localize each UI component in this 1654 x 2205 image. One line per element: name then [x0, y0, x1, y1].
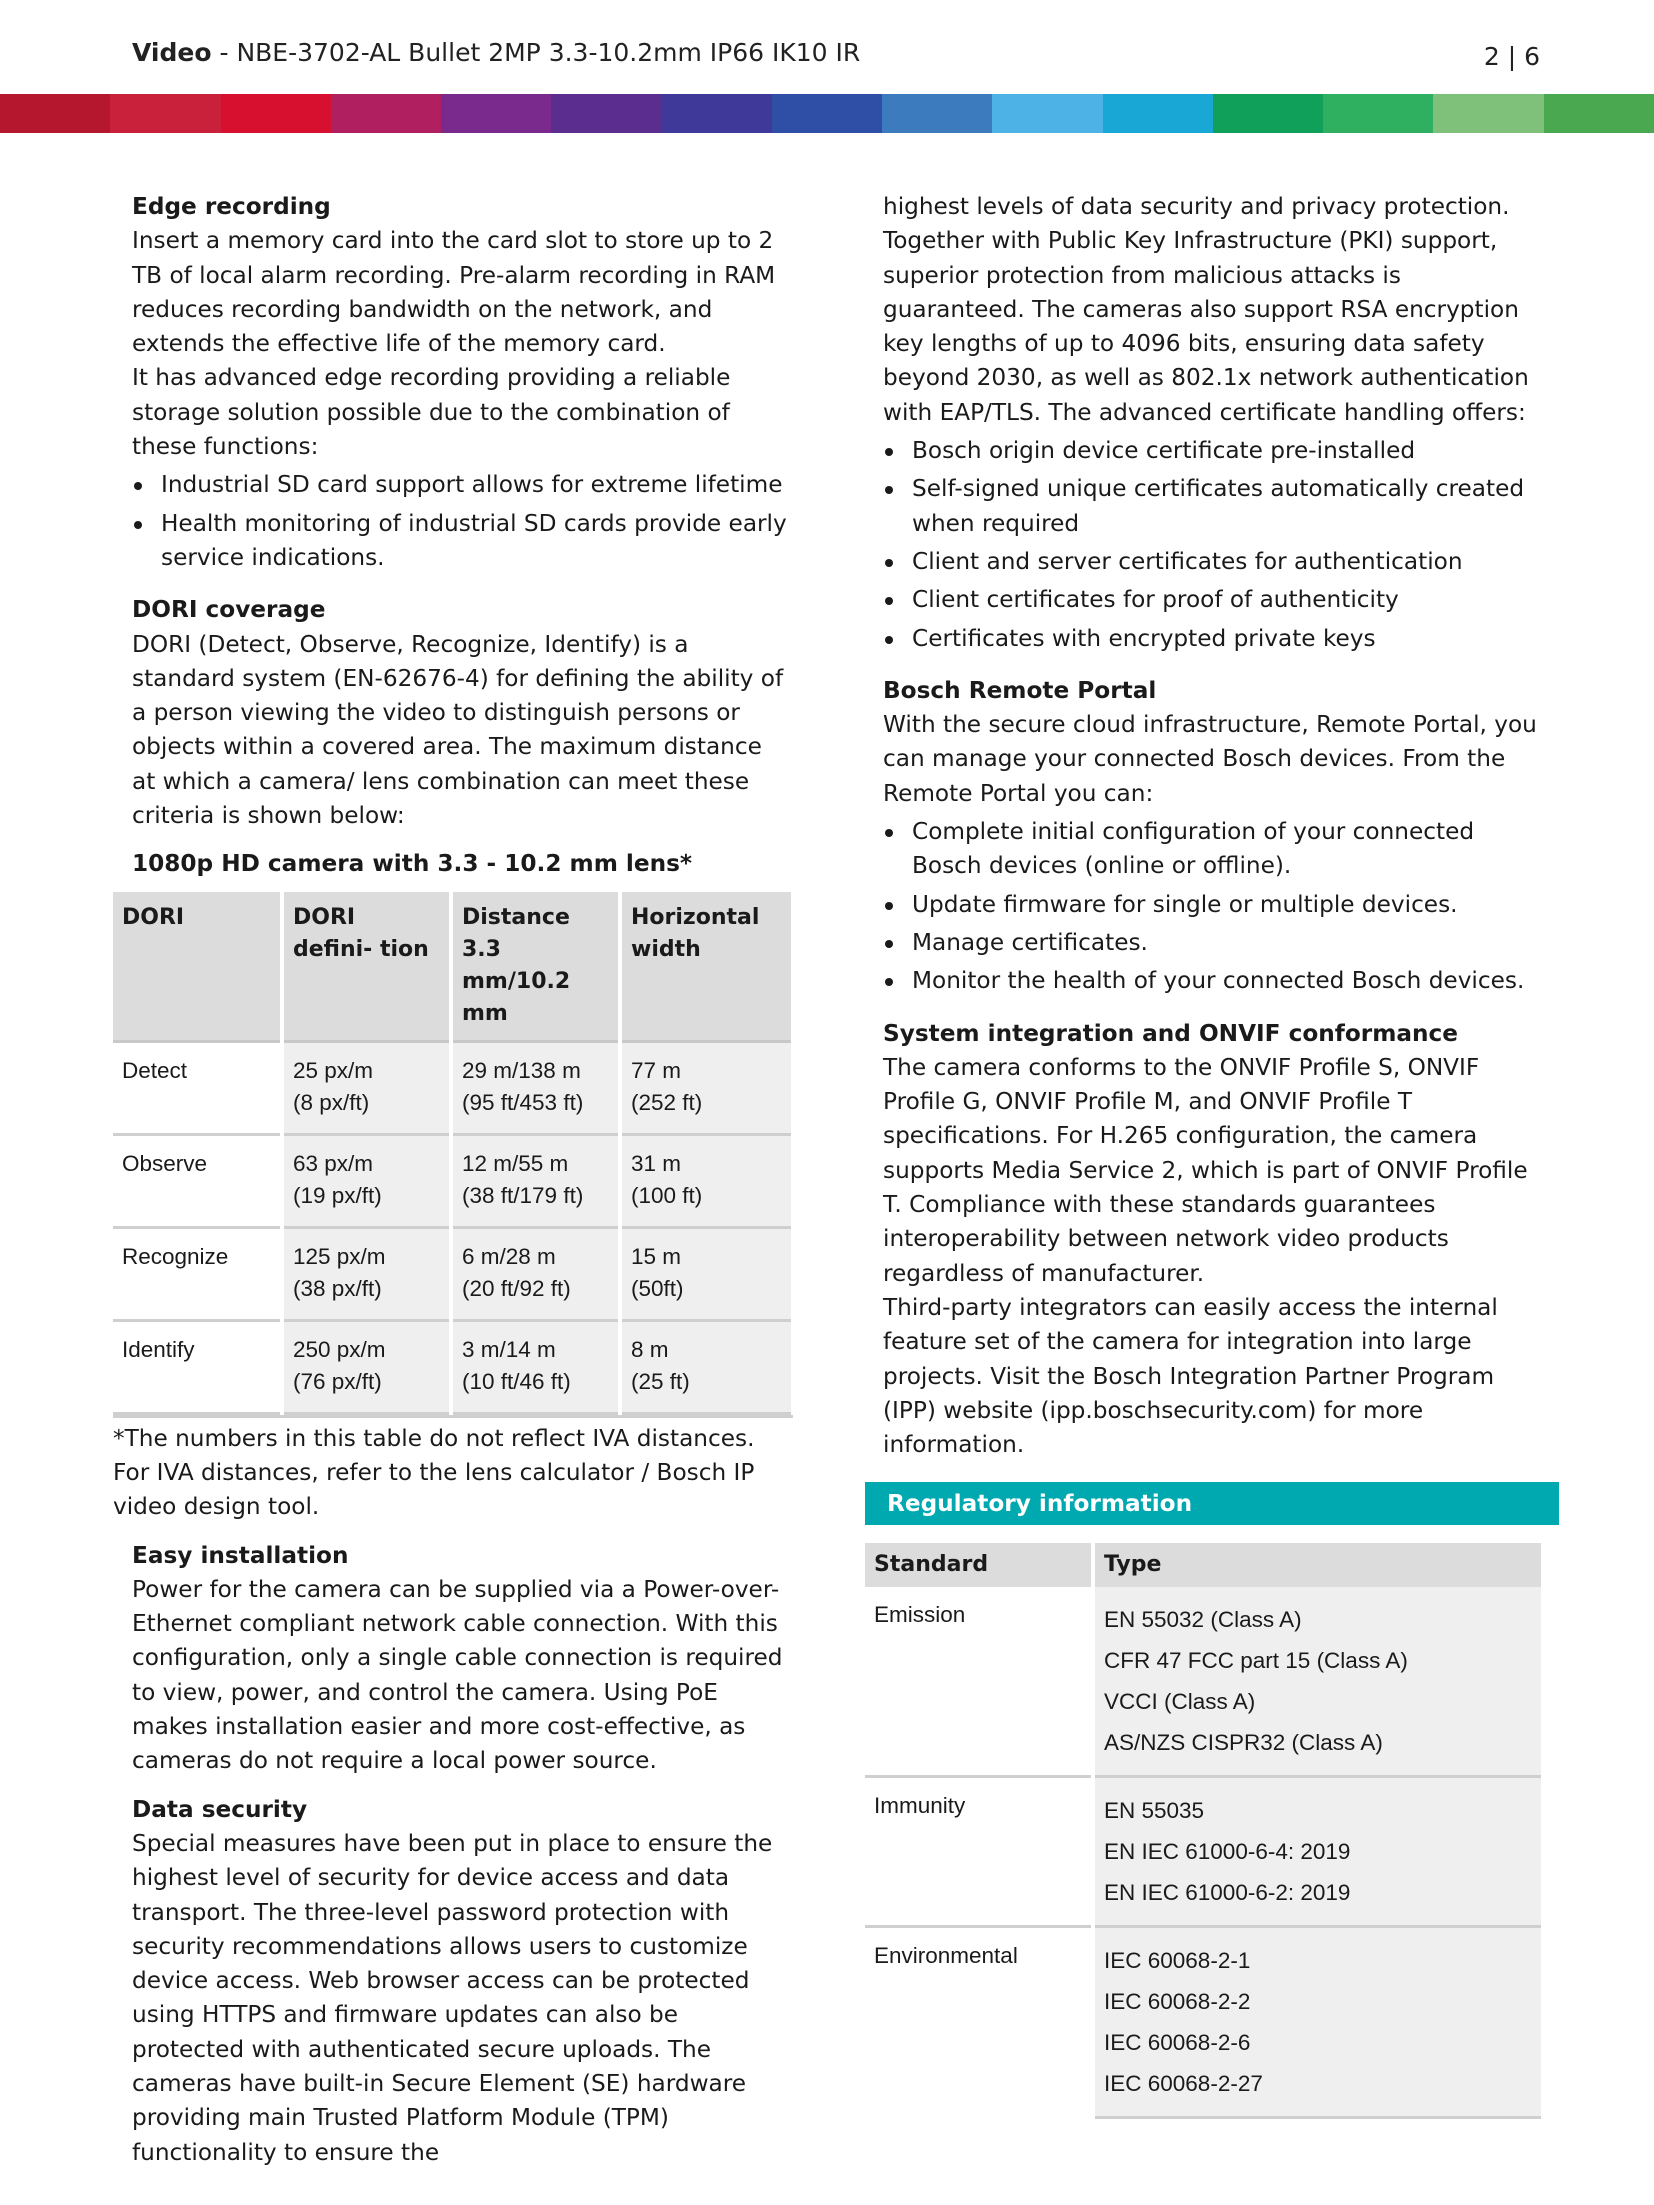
cell-line: (8 px/ft) — [293, 1089, 370, 1115]
left-column — [113, 190, 792, 2170]
section-heading-remote-portal: Bosch Remote Portal — [883, 676, 1157, 704]
list-item: Monitor the health of your connected Bosch devices. — [883, 964, 1543, 998]
paragraph: Power for the camera can be supplied via a Power-over-Ethernet compliant network cable connection. With this configuration, only a single cable connection is required to view, power, and control the camera. Using PoE makes installation easier and more cost-effective, as cameras do not require a local power source. — [132, 1575, 783, 1775]
cell-line: (20 ft/92 ft) — [462, 1275, 571, 1301]
right-column — [874, 190, 1543, 2119]
paragraph: It has advanced edge recording providing a reliable storage solution possible due to the combination of these functions: — [132, 364, 731, 461]
paragraph: The camera conforms to the ONVIF Profile S, ONVIF Profile G, ONVIF Profile M, and ONVIF Profile T specifications. For H.265 configuration, the camera supports Media Service 2, which is part of ONVIF Profile T. Compliance with these standards guarantees interoperability between network video products regardless of manufacturer. — [883, 1053, 1528, 1287]
cell-line: (10 ft/46 ft) — [462, 1368, 571, 1394]
cell-line: (25 ft) — [631, 1368, 690, 1394]
cell-line: (38 px/ft) — [293, 1275, 382, 1301]
paragraph: highest levels of data security and privacy protection. Together with Public Key Infrastructure (PKI) support, superior protection from malicious attacks is guaranteed. The cameras also support RSA encryption key lengths of up to 4096 bits, ensuring data safety beyond 2030, as well as 802.1x network authentication with EAP/TLS. The advanced certificate handling offers: — [883, 193, 1529, 426]
list-item: Client and server certificates for authentication — [883, 545, 1543, 579]
table-cell: Environmental — [874, 1943, 1018, 1969]
cell-line: 125 px/m — [293, 1243, 386, 1269]
regulatory-section-title: Regulatory information — [865, 1482, 1559, 1525]
table-row — [113, 1134, 791, 1227]
cell-line: EN IEC 61000-6-2: 2019 — [1104, 1880, 1351, 1906]
table-cell — [620, 1227, 791, 1320]
table-cell: Recognize — [113, 1227, 282, 1320]
cell-line: (252 ft) — [631, 1089, 703, 1115]
table-cell — [451, 1134, 620, 1227]
cell-line: VCCI (Class A) — [1104, 1689, 1256, 1715]
table-title: 1080p HD camera with 3.3 - 10.2 mm lens* — [132, 850, 693, 878]
list-item: Bosch origin device certificate pre-installed — [883, 434, 1543, 468]
table-row — [865, 1777, 1541, 1927]
table-footnote: *The numbers in this table do not reflect IVA distances. For IVA distances, refer to the lens calculator / Bosch IP video design tool. — [113, 1415, 793, 1525]
list-item: Client certificates for proof of authenticity — [883, 583, 1543, 617]
table-row — [113, 1041, 791, 1134]
cell-line: (76 px/ft) — [293, 1368, 382, 1394]
table-header-row — [865, 1543, 1541, 1587]
list-item: Certificates with encrypted private keys — [883, 622, 1543, 656]
cell-line: (95 ft/453 ft) — [462, 1089, 584, 1115]
paragraph: Third-party integrators can easily access the internal feature set of the camera for integration into large projects. Visit the Bosch Integration Partner Program (IPP) website (ipp.boschsecurity.com) for more information. — [883, 1293, 1498, 1459]
table-cell — [620, 1134, 791, 1227]
stripe-segment — [1213, 94, 1323, 133]
table-header-cell: DORI defini- tion — [282, 892, 451, 1042]
cell-line: 6 m/28 m — [462, 1243, 556, 1269]
table-cell — [1093, 1587, 1541, 1777]
paragraph: Insert a memory card into the card slot to store up to 2 TB of local alarm recording. Pre-alarm recording in RAM reduces recording bandwidth on the network, and extends the effective life of the memory card. — [132, 227, 776, 358]
table-cell — [451, 1320, 620, 1413]
stripe-segment — [1433, 94, 1543, 133]
cell-line: (50ft) — [631, 1275, 684, 1301]
header-separator: - — [211, 38, 237, 67]
table-cell — [282, 1134, 451, 1227]
table-header-cell: Standard — [865, 1543, 1093, 1587]
header-category: Video — [132, 38, 212, 67]
cell-line: (38 ft/179 ft) — [462, 1182, 584, 1208]
table-cell — [282, 1041, 451, 1134]
cell-line: 31 m — [631, 1150, 682, 1176]
cell-line: EN IEC 61000-6-4: 2019 — [1104, 1839, 1351, 1865]
list-item: Industrial SD card support allows for extreme lifetime — [132, 468, 792, 502]
stripe-segment — [1323, 94, 1433, 133]
cell-line: IEC 60068-2-27 — [1104, 2071, 1263, 2097]
list-item: Manage certificates. — [883, 926, 1543, 960]
list-item: Complete initial configuration of your connected Bosch devices (online or offline). — [883, 815, 1543, 884]
cell-line: IEC 60068-2-1 — [1104, 1948, 1251, 1974]
cell-line: EN 55032 (Class A) — [1104, 1607, 1302, 1633]
table-row — [113, 1227, 791, 1320]
stripe-segment — [551, 94, 661, 133]
section-heading-onvif: System integration and ONVIF conformance — [883, 1019, 1459, 1047]
cell-line: 25 px/m — [293, 1057, 374, 1083]
section-heading-edge-recording: Edge recording — [132, 193, 331, 220]
paragraph: Special measures have been put in place to ensure the highest level of security for device access and data transport. The three-level password protection with security recommendations allows users to customize device access. Web browser access can be protected using HTTPS and firmware updates can also be protected with authenticated secure uploads. The cameras have built-in Secure Element (SE) hardware providing main Trusted Platform Module (TPM) functionality to ensure the — [132, 1829, 773, 2166]
cell-line: 63 px/m — [293, 1150, 374, 1176]
stripe-segment — [0, 94, 110, 133]
stripe-segment — [992, 94, 1102, 133]
table-cell: Observe — [113, 1134, 282, 1227]
table-cell: Identify — [113, 1320, 282, 1413]
cell-line: 3 m/14 m — [462, 1336, 556, 1362]
regulatory-table — [865, 1543, 1541, 2119]
stripe-segment — [662, 94, 772, 133]
stripe-segment — [441, 94, 551, 133]
stripe-segment — [1103, 94, 1213, 133]
stripe-segment — [772, 94, 882, 133]
table-cell: Emission — [865, 1587, 1093, 1777]
page-number: 2 | 6 — [1483, 42, 1540, 71]
table-row — [865, 1587, 1541, 1777]
cell-line: CFR 47 FCC part 15 (Class A) — [1104, 1648, 1408, 1674]
table-cell — [282, 1320, 451, 1413]
table-cell — [451, 1227, 620, 1320]
bullet-list — [132, 468, 792, 575]
cell-line: 12 m/55 m — [462, 1150, 569, 1176]
list-item: Self-signed unique certificates automatically created when required — [883, 472, 1543, 541]
brand-color-stripe — [0, 94, 1654, 133]
section-heading-data-security: Data security — [132, 1795, 308, 1823]
cell-line: 250 px/m — [293, 1336, 386, 1362]
stripe-segment — [110, 94, 220, 133]
table-cell — [620, 1320, 791, 1413]
cell-line: 15 m — [631, 1243, 682, 1269]
stripe-segment — [1544, 94, 1654, 133]
table-header-cell: Distance 3.3 mm/10.2 mm — [451, 892, 620, 1042]
table-row — [113, 1320, 791, 1413]
cell-line: 8 m — [631, 1336, 669, 1362]
stripe-segment — [221, 94, 331, 133]
section-heading-dori: DORI coverage — [132, 596, 326, 624]
table-cell: Immunity — [865, 1777, 1093, 1927]
list-item: Update firmware for single or multiple devices. — [883, 888, 1543, 922]
header-product: NBE-3702-AL Bullet 2MP 3.3-10.2mm IP66 IK10 IR — [236, 38, 861, 67]
bullet-list — [883, 815, 1543, 998]
table-cell — [1093, 1927, 1541, 2118]
cell-line: AS/NZS CISPR32 (Class A) — [1104, 1730, 1383, 1756]
paragraph: DORI (Detect, Observe, Recognize, Identify) is a standard system (EN-62676-4) for defining the ability of a person viewing the video to distinguish persons or objects within a covered area. The maximum distance at which a camera/ lens combination can meet these criteria is shown below: — [132, 630, 784, 830]
table-cell — [282, 1227, 451, 1320]
table-cell — [620, 1041, 791, 1134]
table-header-cell: Type — [1093, 1543, 1541, 1587]
stripe-segment — [882, 94, 992, 133]
cell-line: 29 m/138 m — [462, 1057, 581, 1083]
cell-line: (19 px/ft) — [293, 1182, 382, 1208]
page-header — [132, 38, 860, 67]
table-cell: Detect — [113, 1041, 282, 1134]
paragraph: With the secure cloud infrastructure, Remote Portal, you can manage your connected Bosch devices. From the Remote Portal you can: — [883, 711, 1537, 807]
table-header-cell: DORI — [113, 892, 282, 1042]
table-header-cell: Horizontal width — [620, 892, 791, 1042]
list-item: Health monitoring of industrial SD cards provide early service indications. — [132, 507, 792, 576]
cell-line: IEC 60068-2-2 — [1104, 1989, 1251, 2015]
section-heading-easy-installation: Easy installation — [132, 1541, 349, 1569]
dori-table — [113, 892, 791, 1415]
bullet-list — [883, 434, 1543, 656]
cell-line: IEC 60068-2-6 — [1104, 2030, 1251, 2056]
table-header-row — [113, 892, 791, 1042]
cell-line: EN 55035 — [1104, 1798, 1205, 1824]
table-row — [865, 1927, 1541, 2118]
cell-line: 77 m — [631, 1057, 682, 1083]
table-cell — [1093, 1777, 1541, 1927]
table-cell — [451, 1041, 620, 1134]
stripe-segment — [331, 94, 441, 133]
cell-line: (100 ft) — [631, 1182, 703, 1208]
